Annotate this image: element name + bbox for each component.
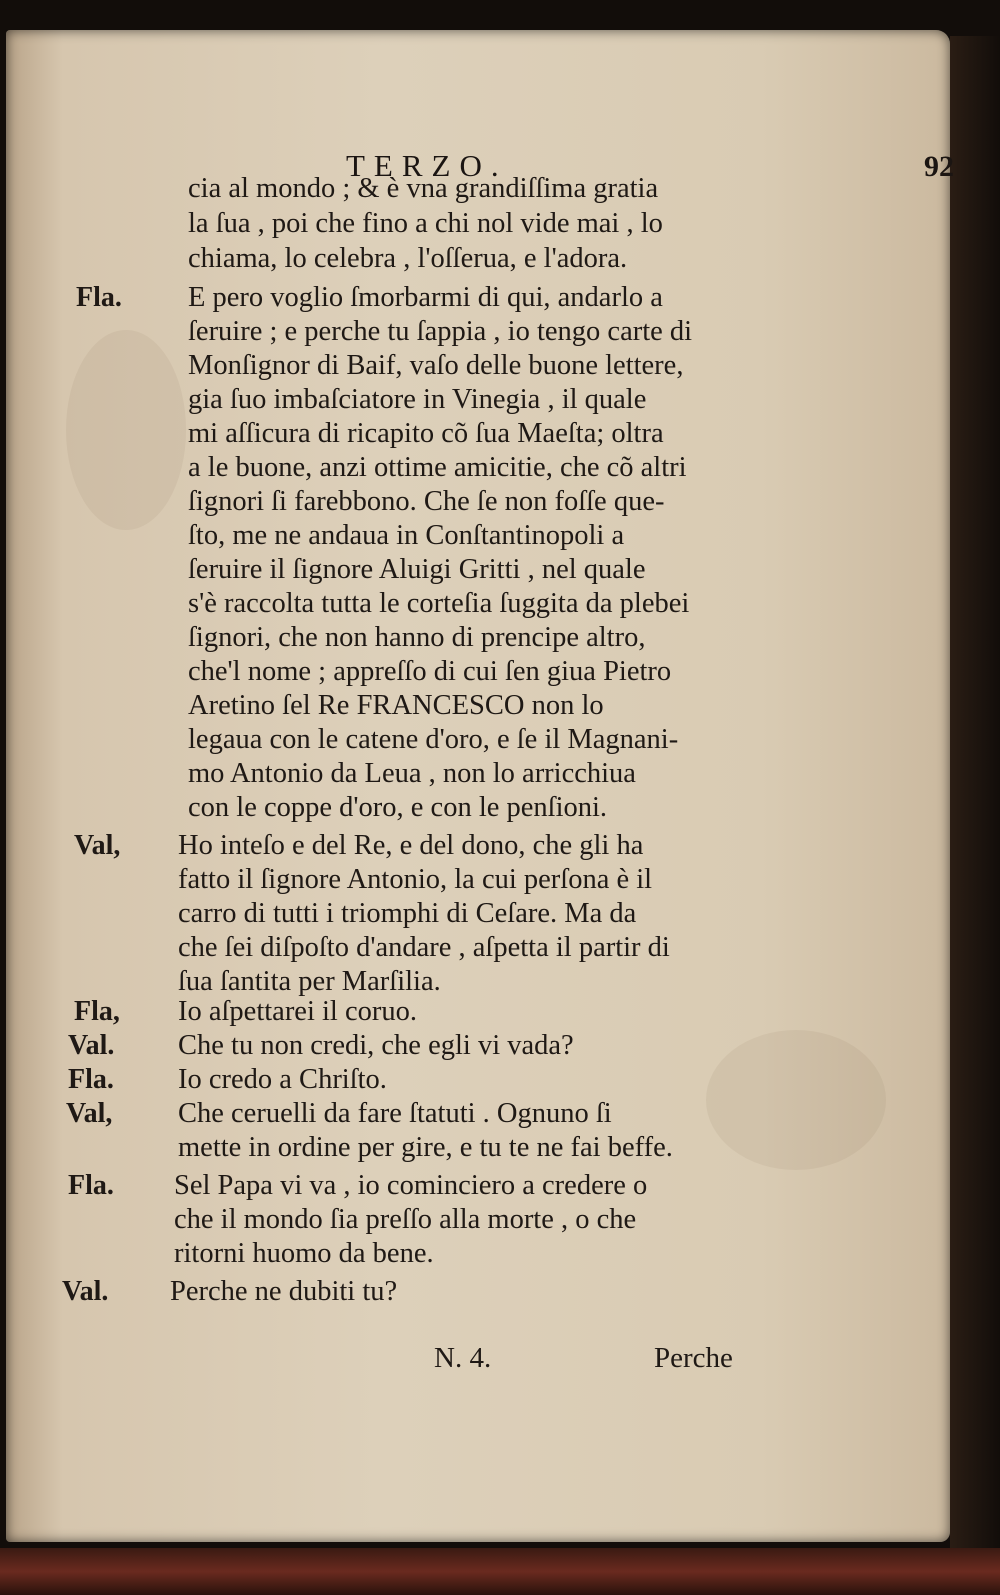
page-edge-right: [950, 36, 1000, 1551]
speaker-label: Fla,: [74, 996, 120, 1027]
speaker-label: Val,: [74, 830, 121, 861]
text-line: fatto il ſignore Antonio, la cui perſona è il: [178, 864, 653, 895]
text-line: che il mondo ſia preſſo alla morte , o che: [174, 1204, 637, 1235]
speaker-label: Fla.: [68, 1170, 114, 1201]
text-line: ſua ſantita per Marſilia.: [178, 966, 441, 997]
text-line: Che tu non credi, che egli vi vada?: [178, 1030, 574, 1061]
text-line: a le buone, anzi ottime amicitie, che cõ altri: [188, 452, 687, 483]
text-line: Io aſpettarei il coruo.: [178, 996, 417, 1027]
speaker-label: Val.: [68, 1030, 115, 1061]
text-line: mi aſſicura di ricapito cõ ſua Maeſta; oltra: [188, 418, 664, 449]
text-line: Ho inteſo e del Re, e del dono, che gli ha: [178, 830, 644, 861]
catchword: Perche: [654, 1342, 733, 1374]
text-line: Io credo a Chriſto.: [178, 1064, 387, 1095]
text-line: legaua con le catene d'oro, e ſe il Magnani-: [188, 724, 679, 755]
speaker-label: Val.: [62, 1276, 109, 1307]
text-line: Monſignor di Baif, vaſo delle buone lettere,: [188, 350, 684, 381]
text-line: chiama, lo celebra , l'oſſerua, e l'adora.: [188, 243, 628, 274]
text-line: ſignori, che non hanno di prencipe altro,: [188, 622, 646, 653]
running-head: TERZO.: [346, 148, 508, 183]
page-number: 92: [924, 150, 954, 183]
text-line: ſignori ſi farebbono. Che ſe non foſſe que-: [188, 486, 665, 517]
speaker-label: Val,: [66, 1098, 113, 1129]
text-line: che ſei diſpoſto d'andare , aſpetta il partir di: [178, 932, 670, 963]
text-line: cia al mondo ; & è vna grandiſſima gratia: [188, 173, 659, 204]
text-block: [6, 30, 950, 1542]
text-line: s'è raccolta tutta le corteſia ſuggita da plebei: [188, 588, 690, 619]
text-line: ſto, me ne andaua in Conſtantinopoli a: [188, 520, 625, 551]
text-line: la ſua , poi che fino a chi nol vide mai , lo: [188, 208, 663, 239]
text-line: che'l nome ; appreſſo di cui ſen giua Pietro: [188, 656, 672, 687]
page-edge-bottom: [0, 1548, 1000, 1595]
text-line: E pero voglio ſmorbarmi di qui, andarlo a: [188, 282, 663, 313]
text-line: Sel Papa vi va , io cominciero a credere o: [174, 1170, 648, 1201]
text-line: Perche ne dubiti tu?: [170, 1276, 398, 1307]
text-line: mo Antonio da Leua , non lo arricchiua: [188, 758, 636, 789]
signature-mark: N. 4.: [434, 1342, 492, 1374]
text-line: ſeruire il ſignore Aluigi Gritti , nel quale: [188, 554, 646, 585]
speaker-label: Fla.: [68, 1064, 114, 1095]
text-line: Che ceruelli da fare ſtatuti . Ognuno ſi: [178, 1098, 612, 1129]
book-page: [6, 30, 954, 1542]
text-line: mette in ordine per gire, e tu te ne fai beffe.: [178, 1132, 673, 1163]
text-line: ritorni huomo da bene.: [174, 1238, 434, 1269]
speaker-label: Fla.: [76, 282, 122, 313]
text-line: ſeruire ; e perche tu ſappia , io tengo carte di: [188, 316, 693, 347]
text-line: gia ſuo imbaſciatore in Vinegia , il quale: [188, 384, 647, 415]
text-line: carro di tutti i triomphi di Ceſare. Ma da: [178, 898, 637, 929]
text-line: Aretino ſel Re FRANCESCO non lo: [188, 690, 604, 721]
text-line: con le coppe d'oro, e con le penſioni.: [188, 792, 608, 823]
